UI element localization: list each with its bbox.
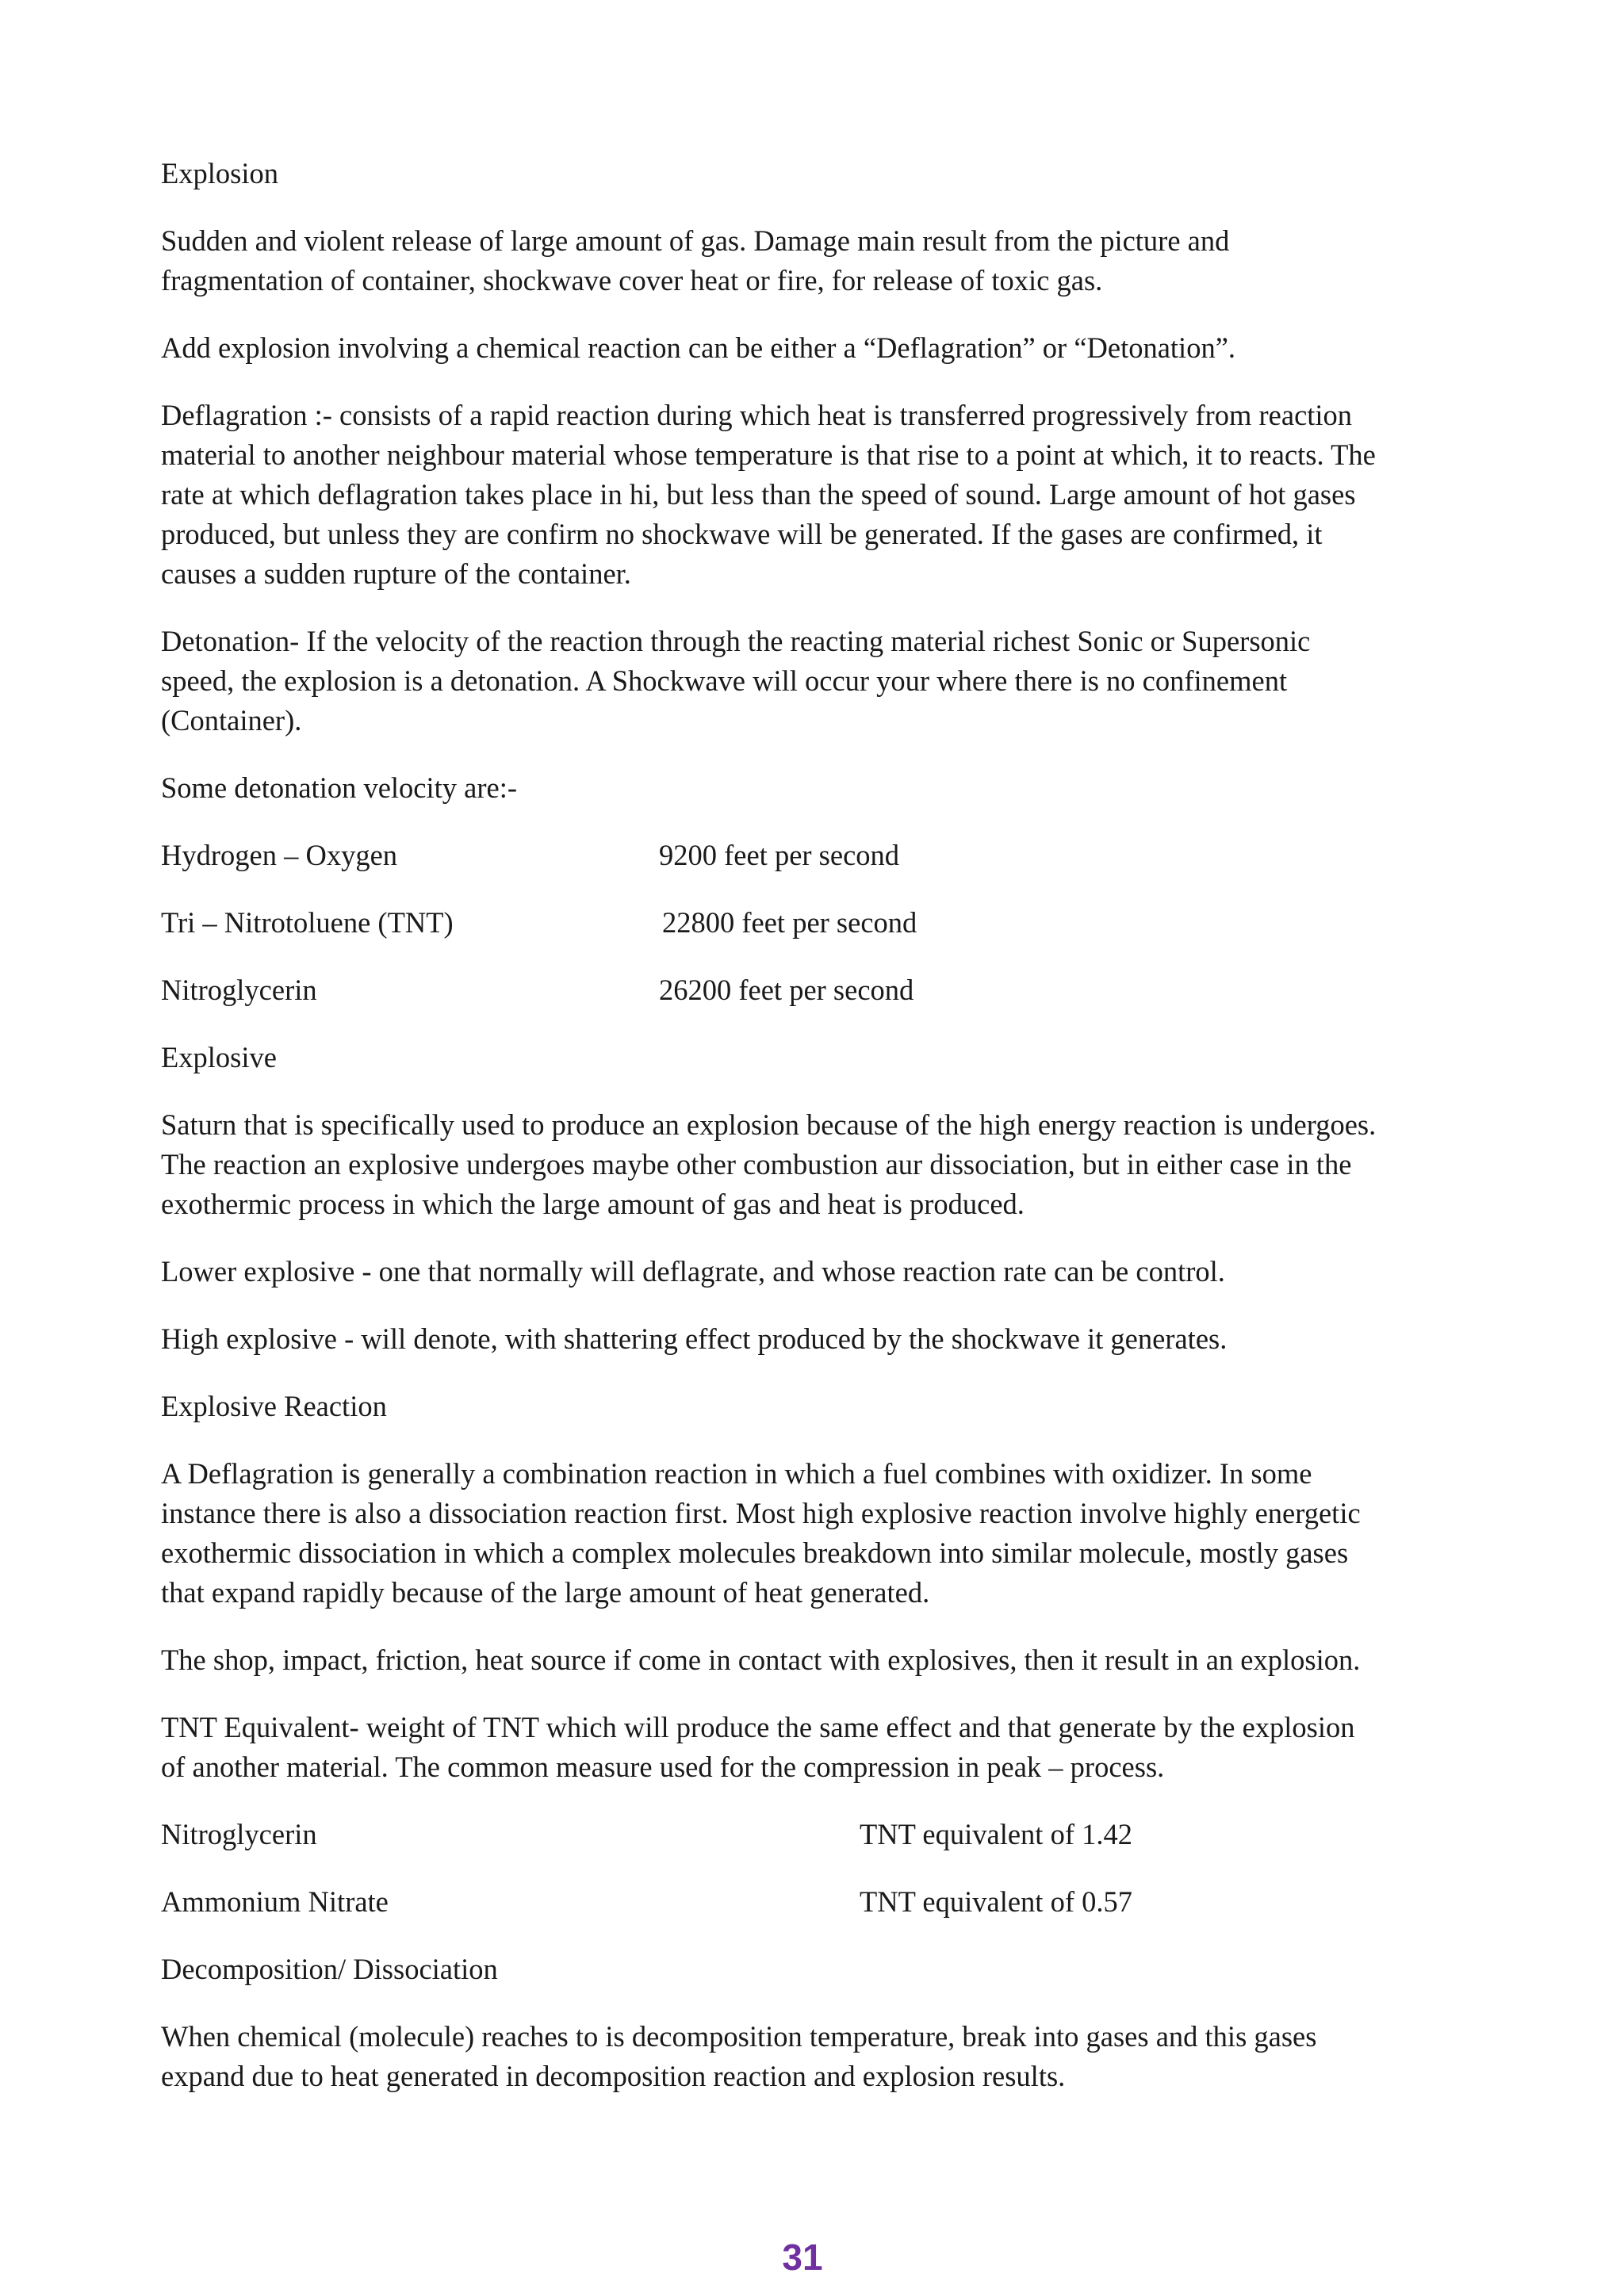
paragraph-explosion-definition bbox=[161, 221, 1461, 300]
heading-explosion: Explosion bbox=[161, 157, 279, 189]
paragraph-decomposition bbox=[161, 2017, 1461, 2096]
velocity-material: Nitroglycerin bbox=[161, 974, 317, 1006]
text-line: (Container). bbox=[161, 704, 302, 737]
paragraph-high-explosive: High explosive - will denote, with shattering effect produced by the shockwave it generates. bbox=[161, 1322, 1228, 1355]
heading-explosive-reaction: Explosive Reaction bbox=[161, 1390, 387, 1422]
text-line: Deflagration :- consists of a rapid reaction during which heat is transferred progressively from reaction bbox=[161, 399, 1353, 431]
text-line: rate at which deflagration takes place in hi, but less than the speed of sound. Large amount of hot gases bbox=[161, 478, 1356, 511]
paragraph-explosion-types bbox=[161, 328, 1461, 368]
text-line: fragmentation of container, shockwave cover heat or fire, for release of toxic gas. bbox=[161, 264, 1103, 297]
velocity-row bbox=[161, 970, 1461, 1010]
text-line: Add explosion involving a chemical reaction can be either a “Deflagration” or “Detonation”. bbox=[161, 331, 1236, 364]
paragraph-explosive bbox=[161, 1105, 1461, 1224]
text-line: exothermic process in which the large amount of gas and heat is produced. bbox=[161, 1188, 1025, 1220]
text-line: A Deflagration is generally a combination reaction in which a fuel combines with oxidizer. In some bbox=[161, 1457, 1312, 1490]
velocity-value: 26200 feet per second bbox=[659, 974, 914, 1006]
text-line: produced, but unless they are confirm no shockwave will be generated. If the gases are confirmed, it bbox=[161, 518, 1323, 550]
paragraph-detonation bbox=[161, 622, 1461, 740]
paragraph-tnt-equivalent bbox=[161, 1708, 1461, 1787]
text-line: instance there is also a dissociation reaction first. Most high explosive reaction involve highly energetic bbox=[161, 1497, 1361, 1529]
tnt-material: Nitroglycerin bbox=[161, 1818, 317, 1850]
text-line: of another material. The common measure used for the compression in peak – process. bbox=[161, 1751, 1165, 1783]
tnt-material: Ammonium Nitrate bbox=[161, 1885, 389, 1918]
paragraph-lower-explosive: Lower explosive - one that normally will deflagrate, and whose reaction rate can be control. bbox=[161, 1255, 1225, 1288]
text-line: The reaction an explosive undergoes maybe other combustion aur dissociation, but in either case in the bbox=[161, 1148, 1352, 1181]
tnt-equivalent-row bbox=[161, 1882, 1461, 1922]
text-line: Sudden and violent release of large amount of gas. Damage main result from the picture and bbox=[161, 224, 1230, 257]
velocity-intro: Some detonation velocity are:- bbox=[161, 771, 518, 804]
text-line: causes a sudden rupture of the container. bbox=[161, 557, 631, 590]
page-number: 31 bbox=[782, 2237, 823, 2278]
paragraph-explosive-reaction bbox=[161, 1454, 1461, 1613]
text-line: TNT Equivalent- weight of TNT which will produce the same effect and that generate by the explosion bbox=[161, 1711, 1355, 1743]
text-line: material to another neighbour material whose temperature is that rise to a point at which, it to reacts. The bbox=[161, 438, 1376, 471]
heading-explosive: Explosive bbox=[161, 1041, 277, 1073]
paragraph-deflagration bbox=[161, 396, 1461, 594]
text-line: Saturn that is specifically used to produce an explosion because of the high energy reaction is undergoes. bbox=[161, 1108, 1377, 1141]
velocity-material: Hydrogen – Oxygen bbox=[161, 839, 398, 871]
text-line: that expand rapidly because of the large amount of heat generated. bbox=[161, 1576, 930, 1609]
text-line: speed, the explosion is a detonation. A Shockwave will occur your where there is no confinement bbox=[161, 664, 1288, 697]
tnt-value: TNT equivalent of 1.42 bbox=[860, 1818, 1132, 1850]
tnt-value: TNT equivalent of 0.57 bbox=[860, 1885, 1132, 1918]
velocity-value: 22800 feet per second bbox=[662, 906, 917, 939]
velocity-value: 9200 feet per second bbox=[659, 839, 900, 871]
heading-decomposition: Decomposition/ Dissociation bbox=[161, 1953, 498, 1985]
text-line: When chemical (molecule) reaches to is decomposition temperature, break into gases and this gases bbox=[161, 2020, 1317, 2053]
text-line: Detonation- If the velocity of the reaction through the reacting material richest Sonic or Supersonic bbox=[161, 625, 1311, 657]
paragraph-shock-sources: The shop, impact, friction, heat source if come in contact with explosives, then it result in an explosion. bbox=[161, 1644, 1361, 1676]
text-line: exothermic dissociation in which a complex molecules breakdown into similar molecule, mostly gases bbox=[161, 1536, 1349, 1569]
document-body bbox=[161, 154, 1461, 2096]
velocity-material: Tri – Nitrotoluene (TNT) bbox=[161, 906, 454, 939]
tnt-equivalent-row bbox=[161, 1815, 1461, 1854]
velocity-row bbox=[161, 836, 1461, 875]
text-line: expand due to heat generated in decomposition reaction and explosion results. bbox=[161, 2060, 1066, 2092]
velocity-row bbox=[161, 903, 1461, 943]
